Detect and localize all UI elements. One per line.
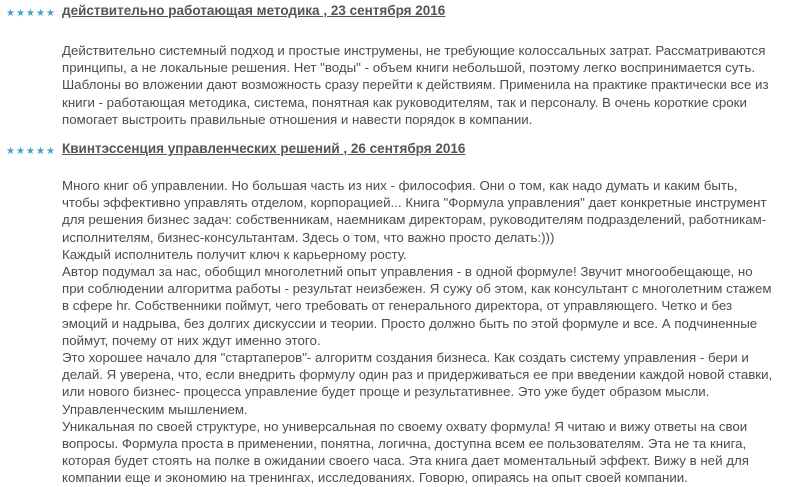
review-body <box>62 42 782 128</box>
review-paragraph: Много книг об управлении. Но большая часть из них - философия. Они о том, как надо думать и каким быть, чтобы эффективно управлять отделом, корпорацией... Книга "Формула управления" дает конкретные инструмент для решения бизнес задач: собственникам, наемникам директорам, руководителям подразделений, работникам- исполнителям, бизнес-консультантам. Здесь о том, что важно просто делать:))) <box>62 178 767 245</box>
star-icon: ★ <box>26 146 35 157</box>
review-header <box>0 138 800 162</box>
review-body <box>62 177 782 487</box>
review-header <box>0 0 800 24</box>
review-paragraph: Автор подумал за нас, обобщил многолетний опыт управления - в одной формуле! Звучит многообещающе, но при соблюдении алгоритма работы - результат неизбежен. Я сужу об этом, как консультант с многолетним стажем в сфере hr. Собственники поймут, чего требовать от генерального директора, от управляющего. Четко и без эмоций и надрыва, без долгих дискуссии и теории. Просто должно быть по этой формуле и все. А подчиненные поймут, почему от них ждут именно этого. <box>62 264 772 348</box>
rating-stars <box>6 9 55 18</box>
star-icon: ★ <box>36 146 45 157</box>
review-date: , 23 сентября 2016 <box>323 3 446 18</box>
review-paragraph: Уникальная по своей структуре, но универсальная по своему охвату формула! Я читаю и вижу ответы на свои вопросы. Формула проста в применении, понятна, логична, доступна всем ее пользователям. Эта не та книга, которая будет стоять на полке в ожидании своего часа. Эта книга дает моментальный эффект. Вижу в ней для компании еще и экономию на тренингах, исследованиях. Говорю, опираясь на опыт своей компании. <box>62 418 749 486</box>
rating-stars <box>6 147 55 156</box>
review-paragraph: Действительно системный подход и простые инструмены, не требующие колоссальных затрат. Рассматриваются принципы, а не локальные решения. Нет "воды" - объем книги небольшой, поэтому легко воспринимается суть. Шаблоны во вложении дают возможность сразу перейти к действиям. Применила на практике практически все из книги - работающая методика, система, понятная как руководителям, так и персоналу. В очень короткие сроки помогает выстроить правильные отношения и навести порядок в компании. <box>62 43 769 127</box>
star-icon: ★ <box>16 146 25 157</box>
review-title-link[interactable] <box>62 3 445 18</box>
star-icon: ★ <box>26 8 35 19</box>
review-date: , 26 сентября 2016 <box>343 141 466 156</box>
review-title-link[interactable] <box>62 141 465 156</box>
review-title[interactable]: Квинтэссенция управленческих решений <box>62 141 340 156</box>
star-icon: ★ <box>46 8 55 19</box>
review-title[interactable]: действительно работающая методика <box>62 3 320 18</box>
star-icon: ★ <box>16 8 25 19</box>
star-icon: ★ <box>46 146 55 157</box>
star-icon: ★ <box>6 8 15 19</box>
review-paragraph: Каждый исполнитель получит ключ к карьерному росту. <box>62 246 407 262</box>
star-icon: ★ <box>36 8 45 19</box>
review-paragraph: Это хорошее начало для "стартаперов"- алгоритм создания бизнеса. Как создать систему управления - бери и делай. Я уверена, что, если внедрить формулу один раз и придерживаться ее при введении каждой новой ставки, или нового бизнес- процесса управление будет проще и результативнее. Это уже будет образом мысли. Управленческим мышлением. <box>62 350 773 417</box>
star-icon: ★ <box>6 146 15 157</box>
